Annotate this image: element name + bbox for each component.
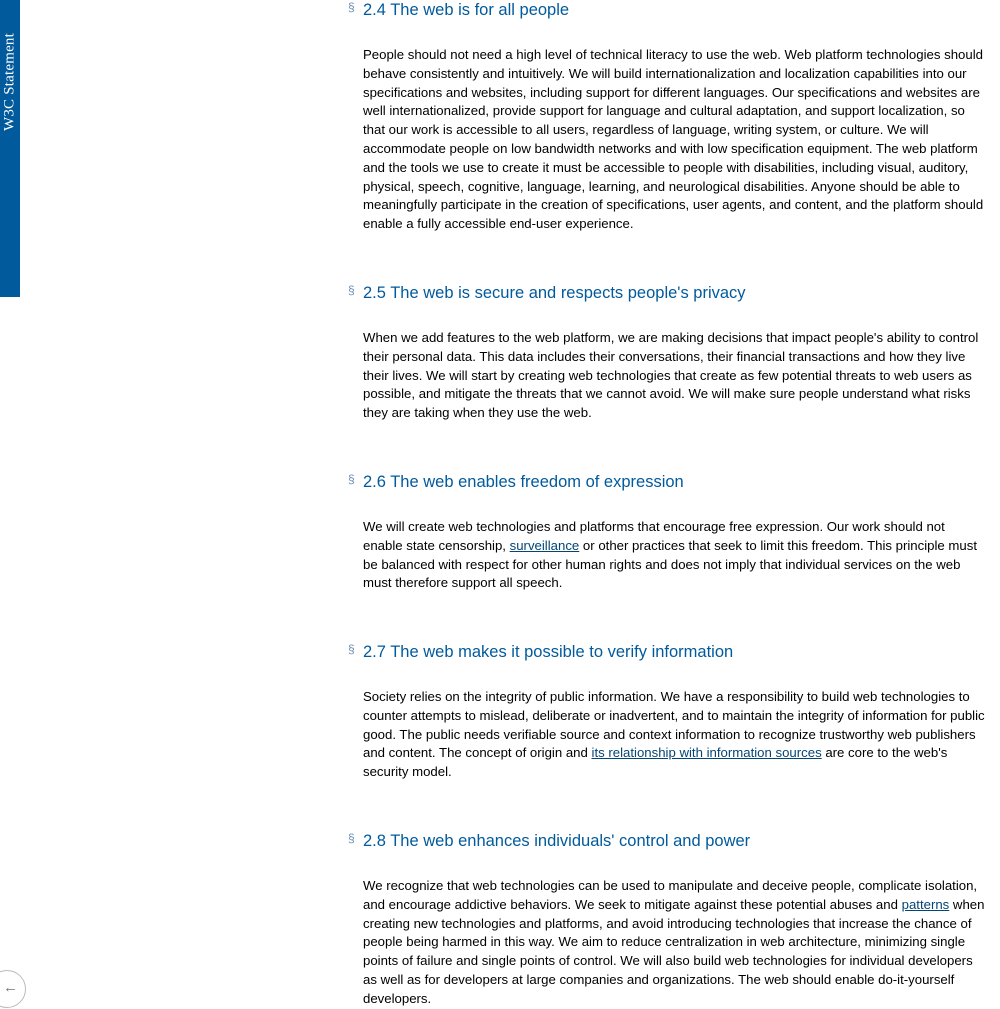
paragraph-text: We will create web technologies and platforms that encourage free expression. Our work should not enable state censorship, <box>363 519 945 553</box>
section-heading-text: 2.4 The web is for all people <box>363 1 570 19</box>
status-label <box>0 0 20 297</box>
section-2-7 <box>348 642 985 782</box>
back-to-top-button[interactable] <box>0 970 26 1008</box>
section-self-link[interactable]: § <box>348 472 355 486</box>
paragraph-text: We recognize that web technologies can be used to manipulate and deceive people, complicate isolation, and encourage addictive behaviors. We seek to mitigate against these potential abuses and <box>363 878 978 912</box>
paragraph-text: when creating new technologies and platforms, and avoid introducing technologies that increase the chance of people being harmed in this way. We aim to reduce centralization in web architecture, minimizing single points of failure and single points of control. We will also build web technologies for individual developers as well as for developers at large companies and organizations. The web should enable do-it-yourself developers. <box>363 896 985 1006</box>
inline-link[interactable]: patterns <box>901 896 950 912</box>
paragraph-text: Society relies on the integrity of public information. We have a responsibility to build web technologies to counter attempts to mislead, deliberate or inadvertent, and to maintain the integrity of information for public good. The public needs verifiable source and context information to recognize trustworthy web publishers and content. The concept of origin and <box>363 689 985 761</box>
section-heading <box>348 0 985 20</box>
section-paragraph <box>363 688 985 782</box>
section-self-link[interactable]: § <box>348 642 355 656</box>
paragraph-text: are core to the web's security model. <box>363 745 948 780</box>
status-label-text: W3C Statement <box>1 33 18 131</box>
section-paragraph <box>363 877 985 1009</box>
section-heading-text: 2.8 The web enhances individuals' control and power <box>363 832 751 850</box>
section-heading-text: 2.6 The web enables freedom of expression <box>363 473 684 491</box>
section-paragraph <box>363 518 985 593</box>
section-paragraph <box>363 329 985 423</box>
paragraph-text: or other practices that seek to limit this freedom. This principle must be balanced with respect for other human rights and does not imply that individual services on the web must therefore support all speech. <box>363 537 978 591</box>
section-paragraph <box>363 46 985 234</box>
inline-link[interactable]: its relationship with information sources <box>591 745 822 761</box>
section-2-5 <box>348 283 985 423</box>
section-heading <box>348 642 985 662</box>
inline-link[interactable]: surveillance <box>509 537 580 553</box>
paragraph-text: People should not need a high level of technical literacy to use the web. Web platform technologies should behave consistently and intuitively. We will build internationalization and localization capabilities into our specifications and websites, including support for different languages. Our specifications and websites are well internationalized, provide support for language and cultural adaptation, and support localization, so that our work is accessible to all users, regardless of language, writing system, or culture. We will accommodate people on low bandwidth networks and with low specification equipment. The web platform and the tools we use to create it must be accessible to people with disabilities, including visual, auditory, physical, speech, cognitive, language, learning, and neurological disabilities. Anyone should be able to meaningfully participate in the creation of specifications, user agents, and content, and the platform should enable a fully accessible end-user experience. <box>363 47 984 232</box>
section-self-link[interactable]: § <box>348 283 355 297</box>
section-heading-text: 2.7 The web makes it possible to verify information <box>363 643 734 661</box>
arrow-left-icon: ← <box>3 979 18 996</box>
section-2-8 <box>348 831 985 1009</box>
section-self-link[interactable]: § <box>348 831 355 845</box>
section-heading <box>348 831 985 851</box>
section-heading-text: 2.5 The web is secure and respects people's privacy <box>363 284 746 302</box>
section-heading <box>348 283 985 303</box>
section-heading <box>348 472 985 492</box>
section-2-4 <box>348 0 985 234</box>
paragraph-text: When we add features to the web platform, we are making decisions that impact people's ability to control their personal data. This data includes their conversations, their financial transactions and how they live their lives. We will start by creating web technologies that create as few potential threats to web users as possible, and mitigate the threats that we cannot avoid. We will make sure people understand what risks they are taking when they use the web. <box>363 330 979 421</box>
section-2-6 <box>348 472 985 593</box>
section-self-link[interactable]: § <box>348 0 355 14</box>
